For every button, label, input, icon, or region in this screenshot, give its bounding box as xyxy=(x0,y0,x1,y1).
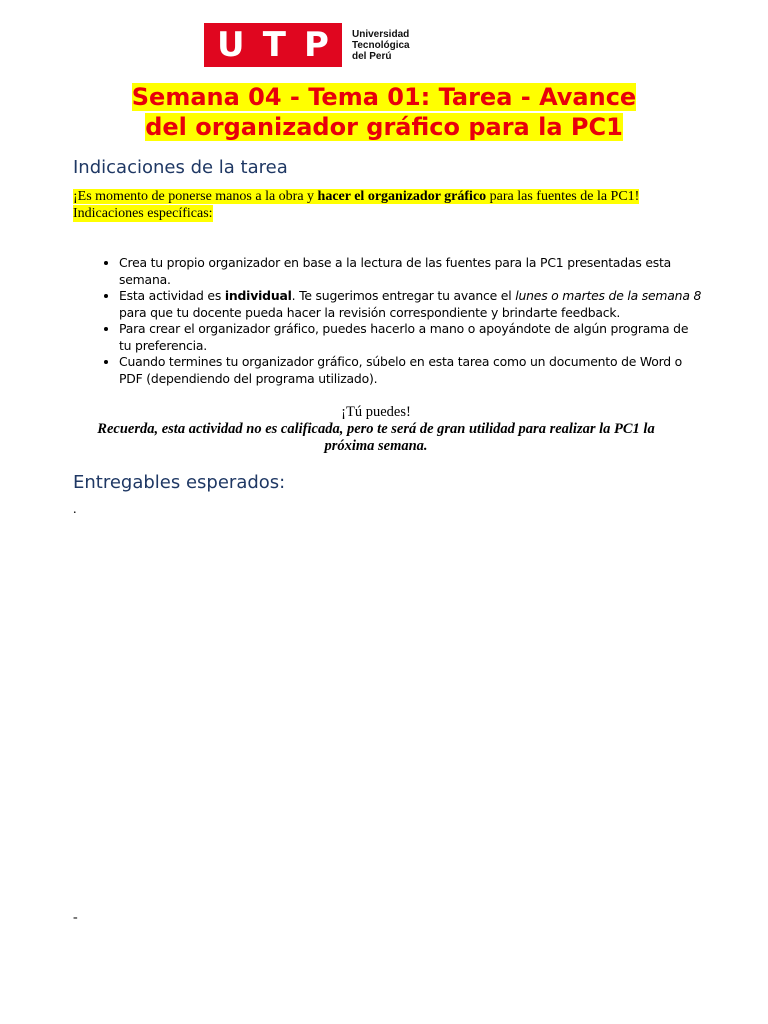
item2-part-b: . Te sugerimos entregar tu avance el xyxy=(291,288,516,303)
list-item: • Para crear el organizador gráfico, puedes hacerlo a mano o apoyándote de algún programa de tu preferencia. xyxy=(119,321,704,354)
list-item xyxy=(119,288,704,321)
list-item: • Cuando termines tu organizador gráfico, súbelo en esta tarea como un documento de Word o PDF (dependiendo del programa utilizado). xyxy=(119,354,704,387)
logo-line-3: del Perú xyxy=(352,50,392,62)
list-item: • Crea tu propio organizador en base a la lectura de las fuentes para la PC1 presentadas esta semana. xyxy=(119,255,704,288)
placeholder-mark-1: . xyxy=(73,502,77,517)
page-title xyxy=(60,82,708,142)
intro-paragraph xyxy=(73,188,673,222)
placeholder-mark-2: - xyxy=(73,910,78,925)
logo-letter-t: T xyxy=(262,25,286,65)
reminder-text: Recuerda, esta actividad no es calificada, pero te será de gran utilidad para realizar la PC1 la próxima semana. xyxy=(97,421,655,454)
logo-line-1: Universidad xyxy=(352,28,410,40)
item2-italic: lunes o martes de la semana 8 xyxy=(515,288,702,303)
utp-logo-block xyxy=(204,23,342,67)
intro-bold: hacer el organizador gráfico xyxy=(317,189,487,204)
section-heading-indicaciones: Indicaciones de la tarea xyxy=(73,157,288,178)
item2-bold: individual xyxy=(224,288,292,303)
specific-instructions-label: Indicaciones específicas: xyxy=(73,206,213,221)
logo-university-name xyxy=(352,29,410,62)
logo-letter-p: P xyxy=(304,25,329,65)
item2-part-c: para que tu docente pueda hacer la revisión correspondiente y brindarte feedback. xyxy=(119,304,621,320)
logo-letter-u: U xyxy=(217,25,245,65)
intro-highlight xyxy=(73,189,639,204)
item2-part-a: Esta actividad es xyxy=(119,288,225,303)
title-line-2: del organizador gráfico para la PC1 xyxy=(145,113,623,141)
title-line-1 xyxy=(132,83,636,111)
intro-part-2: para las fuentes de la PC1! xyxy=(486,189,640,204)
task-list xyxy=(95,255,704,387)
section-heading-entregables: Entregables esperados: xyxy=(73,472,286,493)
logo-line-2: Tecnológica xyxy=(352,39,410,51)
intro-part-1: ¡Es momento de ponerse manos a la obra y xyxy=(73,189,318,204)
utp-logo xyxy=(204,22,424,68)
title-line-1-text: Semana 04 - Tema 01: Tarea - Avance xyxy=(131,83,637,111)
cheer-text: ¡Tú puedes! xyxy=(341,404,411,420)
